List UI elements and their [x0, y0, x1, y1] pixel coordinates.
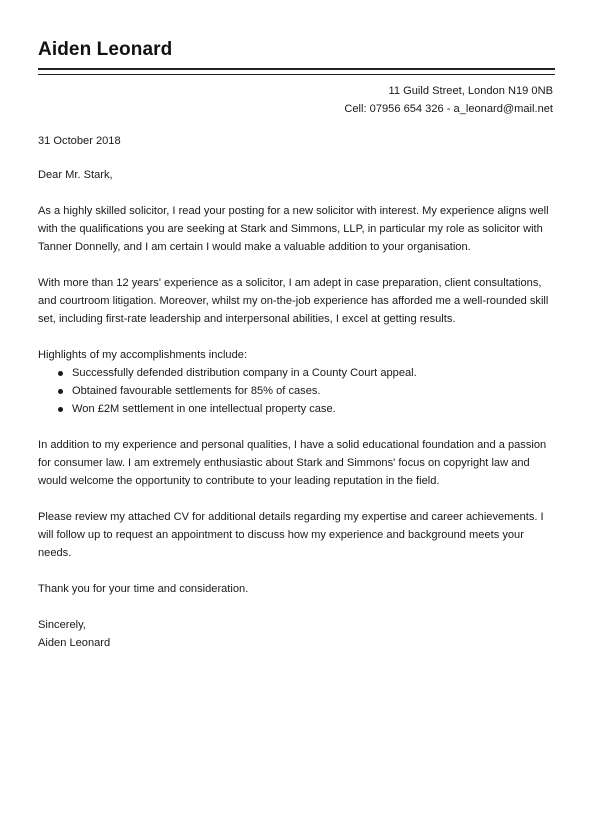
salutation: Dear Mr. Stark,	[38, 169, 113, 181]
highlight-text: Won £2M settlement in one intellectual property case.	[72, 403, 336, 415]
bullet-icon	[58, 389, 63, 394]
signature-name: Aiden Leonard	[38, 637, 111, 649]
list-item	[58, 364, 555, 382]
header-rule-thick	[38, 68, 555, 70]
highlights-intro: Highlights of my accomplishments include:	[38, 349, 248, 361]
paragraph-education: In addition to my experience and personal qualities, I have a solid educational foundation and a passion for consumer law. I am extremely enthusiastic about Stark and Simmons' focus on copyright law and would welcome the opportunity to contribute to your leading reputation in the field.	[38, 439, 547, 487]
bullet-icon	[58, 371, 63, 376]
letter-date: 31 October 2018	[38, 135, 121, 147]
address-line: 11 Guild Street, London N19 0NB	[388, 85, 553, 97]
list-item	[58, 382, 555, 400]
list-item	[58, 400, 555, 418]
paragraph-intro: As a highly skilled solicitor, I read your posting for a new solicitor with interest. My experience aligns well with the qualifications you are seeking at Stark and Simmons, LLP, in particular my role as solicitor with Tanner Donnelly, and I am certain I would make a valuable addition to your organisation.	[38, 205, 549, 253]
letter-body	[38, 132, 555, 652]
highlight-text: Successfully defended distribution company in a County Court appeal.	[72, 367, 417, 379]
applicant-name: Aiden Leonard	[38, 39, 173, 60]
thanks-line: Thank you for your time and consideration.	[38, 583, 249, 595]
closing: Sincerely,	[38, 619, 86, 631]
highlight-text: Obtained favourable settlements for 85% of cases.	[72, 385, 321, 397]
bullet-icon	[58, 407, 63, 412]
paragraph-experience: With more than 12 years' experience as a solicitor, I am adept in case preparation, client consultations, and courtroom litigation. Moreover, whilst my on-the-job experience has afforded me a well-rounded skill set, including first-rate leadership and interpersonal abilities, I excel at getting results.	[38, 277, 549, 325]
contact-block	[344, 82, 553, 118]
header-rule-thin	[38, 74, 555, 75]
highlights-list	[38, 364, 555, 418]
contact-line: Cell: 07956 654 326 - a_leonard@mail.net	[344, 103, 553, 115]
paragraph-follow-up: Please review my attached CV for additional details regarding my expertise and career achievements. I will follow up to request an appointment to discuss how my experience and background meets your needs.	[38, 511, 544, 559]
